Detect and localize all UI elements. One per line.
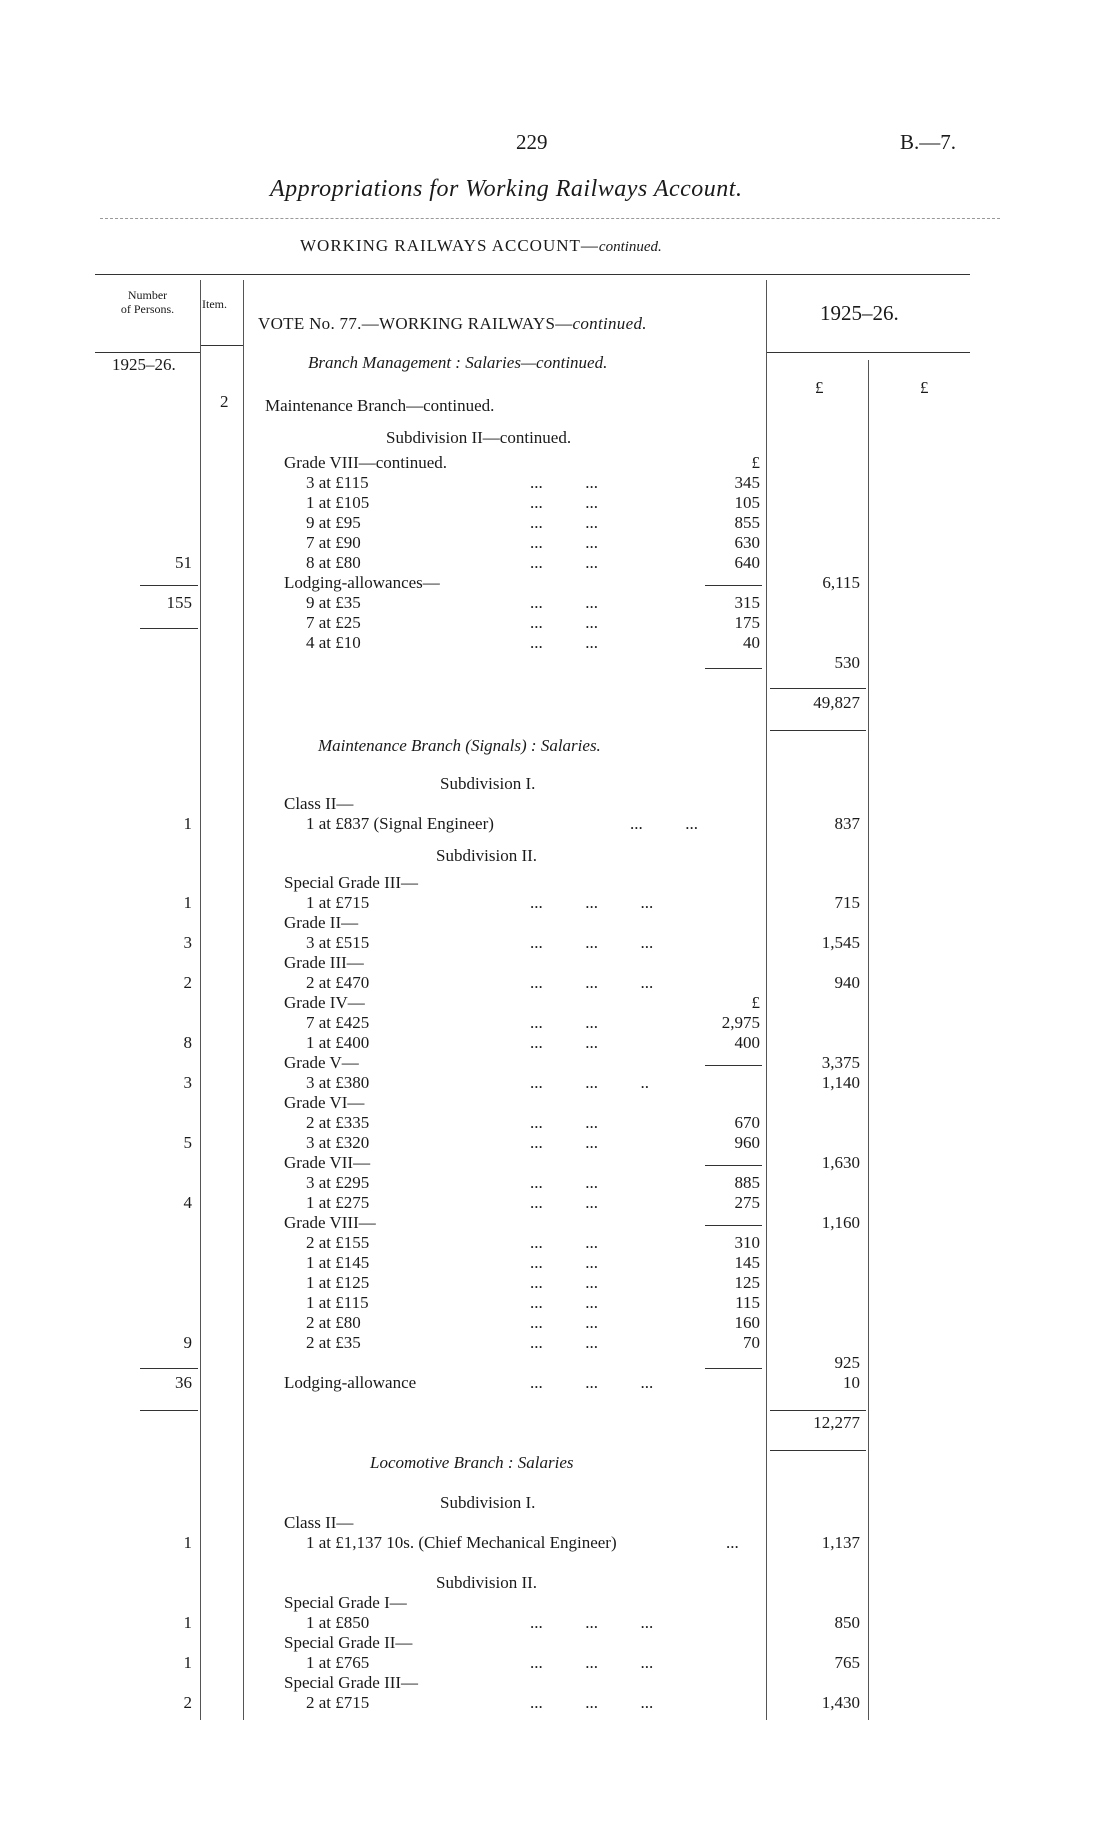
leader-dots: ... ... ... (530, 1613, 654, 1632)
persons-count: 3 (183, 1073, 192, 1092)
subtitle-main: WORKING RAILWAYS ACCOUNT— (300, 236, 599, 255)
persons-count: 1 (183, 1613, 192, 1632)
row-label: 7 at £25 (306, 613, 361, 632)
rule-subtotal-2 (705, 668, 762, 669)
row-label: 9 at £95 (306, 513, 361, 532)
leader-dots: ... ... (530, 1333, 598, 1352)
leader-dots: ... ... (530, 1273, 598, 1292)
title-rule (100, 218, 1000, 219)
persons-under-rule (200, 345, 243, 346)
row-label: Maintenance Branch (Signals) : Salaries. (318, 736, 601, 755)
persons-count: 5 (183, 1133, 192, 1152)
amount-inner: 125 (734, 1273, 760, 1292)
row-label: Grade VIII— (284, 1213, 376, 1232)
row-label: Lodging-allowance (284, 1373, 417, 1392)
leader-dots: ... ... (530, 1113, 598, 1132)
leader-dots: ... ... (530, 613, 598, 632)
row-label: Subdivision I. (440, 1493, 536, 1512)
leader-dots: ... ... ... (530, 1653, 654, 1672)
rule-subtotal-1 (705, 585, 762, 586)
amount-total: 925 (834, 1353, 860, 1372)
leader-dots: ... ... ... (530, 1373, 654, 1392)
col-rule-item (243, 280, 244, 1720)
rule-total-1 (770, 688, 866, 689)
leader-dots: ... ... (530, 633, 598, 652)
row-label: 3 at £320 (306, 1133, 370, 1152)
leader-dots: ... ... .. (530, 1073, 649, 1092)
amount-inner: £ (751, 453, 760, 472)
header-bottom-rule (95, 352, 200, 353)
leader-dots: ... ... (530, 1173, 598, 1192)
persons-count: 4 (183, 1193, 192, 1212)
amount-inner: 640 (734, 553, 760, 572)
row-label: Lodging-allowances— (284, 573, 440, 592)
persons-count: 1 (183, 893, 192, 912)
persons-header-line2: of Persons. (120, 302, 175, 316)
leader-dots: ... ... (530, 1233, 598, 1252)
rule-subtotal-6 (705, 1368, 762, 1369)
row-label: Subdivision II. (436, 1573, 538, 1592)
leader-dots: ... ... (530, 1193, 598, 1212)
rule-persons-3 (140, 1368, 198, 1369)
amount-inner: 40 (743, 633, 760, 652)
row-label: 1 at £837 (Signal Engineer) (306, 814, 494, 833)
row-label: 2 at £80 (306, 1313, 361, 1332)
row-label: Grade VIII—continued. (284, 453, 448, 472)
leader-dots: ... ... (530, 1013, 598, 1032)
row-label: Grade V— (284, 1053, 359, 1072)
row-label: 1 at £715 (306, 893, 370, 912)
leader-dots: ... ... (530, 1133, 598, 1152)
amount-total: 10 (843, 1373, 860, 1392)
subtitle-cont: continued. (598, 239, 662, 255)
year-header: 1925–26. (820, 301, 899, 325)
persons-count: 8 (183, 1033, 192, 1052)
row-label: Locomotive Branch : Salaries (370, 1453, 574, 1472)
row-label: Class II— (284, 794, 354, 813)
amount-inner: 160 (734, 1313, 760, 1332)
persons-count: 36 (175, 1373, 192, 1392)
amount-total: 1,137 (821, 1533, 860, 1552)
row-label: Special Grade II— (284, 1633, 413, 1652)
leader-dots: ... ... (530, 473, 598, 492)
page-title: Appropriations for Working Railways Account. (270, 176, 743, 202)
persons-header-line1: Number (127, 288, 168, 302)
row-label: 2 at £35 (306, 1333, 361, 1352)
leader-dots: ... ... ... (530, 1693, 654, 1712)
leader-dots: ... (726, 1533, 739, 1552)
row-label: 3 at £515 (306, 933, 370, 952)
rule-persons-2 (140, 628, 198, 629)
amount-inner: £ (751, 993, 760, 1012)
leader-dots: ... ... ... (530, 893, 654, 912)
amount-inner: 275 (734, 1193, 760, 1212)
row-label: Special Grade III— (284, 1673, 419, 1692)
row-label: 3 at £295 (306, 1173, 370, 1192)
vote-cont: continued. (572, 314, 647, 333)
amount-total: 850 (834, 1613, 860, 1632)
rule-total-2 (770, 1410, 866, 1411)
row-label: Grade II— (284, 913, 359, 932)
row-label: 2 at £335 (306, 1113, 370, 1132)
amount-inner: 400 (734, 1033, 760, 1052)
col-rule-persons (200, 280, 201, 1720)
row-label: 1 at £115 (306, 1293, 369, 1312)
amount-total: 49,827 (813, 693, 860, 712)
amount-total: 6,115 (822, 573, 860, 592)
row-label: Subdivision II—continued. (386, 428, 572, 447)
col-rule-amount (766, 280, 767, 1720)
row-label: 9 at £35 (306, 593, 361, 612)
amount-total: 1,430 (821, 1693, 860, 1712)
row-label: Grade VI— (284, 1093, 365, 1112)
amount-total: 1,545 (821, 933, 860, 952)
amount-inner: 670 (734, 1113, 760, 1132)
amount-inner: 310 (734, 1233, 760, 1252)
leader-dots: ... ... (630, 814, 698, 833)
leader-dots: ... ... (530, 553, 598, 572)
persons-count: 155 (166, 593, 192, 612)
amount-total: 715 (834, 893, 860, 912)
amount-total: 3,375 (821, 1053, 860, 1072)
row-label: 3 at £115 (306, 473, 369, 492)
row-label: 7 at £90 (306, 533, 361, 552)
item-header: Item. (202, 297, 227, 311)
rule-total-2b (770, 1450, 866, 1451)
leader-dots: ... ... ... (530, 973, 654, 992)
row-label: Grade VII— (284, 1153, 371, 1172)
row-label: 1 at £125 (306, 1273, 370, 1292)
amount-inner: 2,975 (721, 1013, 760, 1032)
amount-total: 1,630 (821, 1153, 860, 1172)
amount-inner: 115 (735, 1293, 760, 1312)
row-label: Branch Management : Salaries—continued. (308, 353, 608, 372)
amount-total: 12,277 (813, 1413, 860, 1432)
vote-main: VOTE No. 77.—WORKING RAILWAYS— (258, 314, 573, 333)
rule-subtotal-3 (705, 1065, 762, 1066)
leader-dots: ... ... (530, 593, 598, 612)
persons-count: 1 (183, 1533, 192, 1552)
pound-col1: £ (815, 378, 824, 397)
amount-inner: 630 (734, 533, 760, 552)
leader-dots: ... ... ... (530, 933, 654, 952)
row-label: 1 at £145 (306, 1253, 370, 1272)
rule-subtotal-4 (705, 1165, 762, 1166)
persons-header (95, 288, 200, 316)
persons-count: 1 (183, 1653, 192, 1672)
row-label: 1 at £105 (306, 493, 370, 512)
row-label: 4 at £10 (306, 633, 361, 652)
leader-dots: ... ... (530, 533, 598, 552)
persons-count: 9 (183, 1333, 192, 1352)
row-label: 2 at £155 (306, 1233, 370, 1252)
amount-total: 765 (834, 1653, 860, 1672)
row-label: 1 at £850 (306, 1613, 370, 1632)
row-label: 1 at £765 (306, 1653, 370, 1672)
persons-count: 1 (183, 814, 192, 833)
amount-inner: 885 (734, 1173, 760, 1192)
pound-col2: £ (920, 378, 929, 397)
amount-total: 1,140 (821, 1073, 860, 1092)
leader-dots: ... ... (530, 1313, 598, 1332)
row-label: 3 at £380 (306, 1073, 370, 1092)
document-code: B.—7. (900, 130, 957, 154)
subtitle (300, 236, 662, 256)
amount-inner: 960 (734, 1133, 760, 1152)
row-label: Maintenance Branch—continued. (265, 396, 495, 415)
row-label: 1 at £275 (306, 1193, 370, 1212)
amount-total: 1,160 (821, 1213, 860, 1232)
leader-dots: ... ... (530, 1253, 598, 1272)
amount-inner: 175 (734, 613, 760, 632)
vote-header (258, 314, 647, 334)
leader-dots: ... ... (530, 513, 598, 532)
row-label: 7 at £425 (306, 1013, 370, 1032)
amount-total: 837 (834, 814, 860, 833)
amount-inner: 145 (734, 1253, 760, 1272)
row-label: 1 at £400 (306, 1033, 370, 1052)
rule-persons-1 (140, 585, 198, 586)
amount-inner: 855 (734, 513, 760, 532)
leader-dots: ... ... (530, 1033, 598, 1052)
amount-inner: 105 (734, 493, 760, 512)
row-label: 8 at £80 (306, 553, 361, 572)
amount-inner: 345 (734, 473, 760, 492)
rule-persons-4 (140, 1410, 198, 1411)
row-label: Class II— (284, 1513, 354, 1532)
row-label: 2 at £470 (306, 973, 370, 992)
persons-count: 3 (183, 933, 192, 952)
row-label: Grade III— (284, 953, 364, 972)
row-label: 2 at £715 (306, 1693, 370, 1712)
row-label: Special Grade III— (284, 873, 419, 892)
page-number: 229 (516, 130, 548, 154)
col-rule-total (868, 360, 869, 1720)
amount-inner: 70 (743, 1333, 760, 1352)
persons-count: 2 (183, 1693, 192, 1712)
row-label: Special Grade I— (284, 1593, 407, 1612)
amount-total: 940 (834, 973, 860, 992)
rule-total-1b (770, 730, 866, 731)
item-number: 2 (220, 392, 229, 411)
table-top-rule (95, 274, 970, 275)
leader-dots: ... ... (530, 493, 598, 512)
persons-count: 2 (183, 973, 192, 992)
leader-dots: ... ... (530, 1293, 598, 1312)
row-label: Subdivision II. (436, 846, 538, 865)
row-label: Grade IV— (284, 993, 365, 1012)
rule-subtotal-5 (705, 1225, 762, 1226)
row-label: 1 at £1,137 10s. (Chief Mechanical Engineer) (306, 1533, 617, 1552)
amount-total: 530 (834, 653, 860, 672)
amount-inner: 315 (734, 593, 760, 612)
year-left: 1925–26. (112, 355, 176, 374)
year-under-rule (767, 352, 970, 353)
persons-count: 51 (175, 553, 192, 572)
row-label: Subdivision I. (440, 774, 536, 793)
